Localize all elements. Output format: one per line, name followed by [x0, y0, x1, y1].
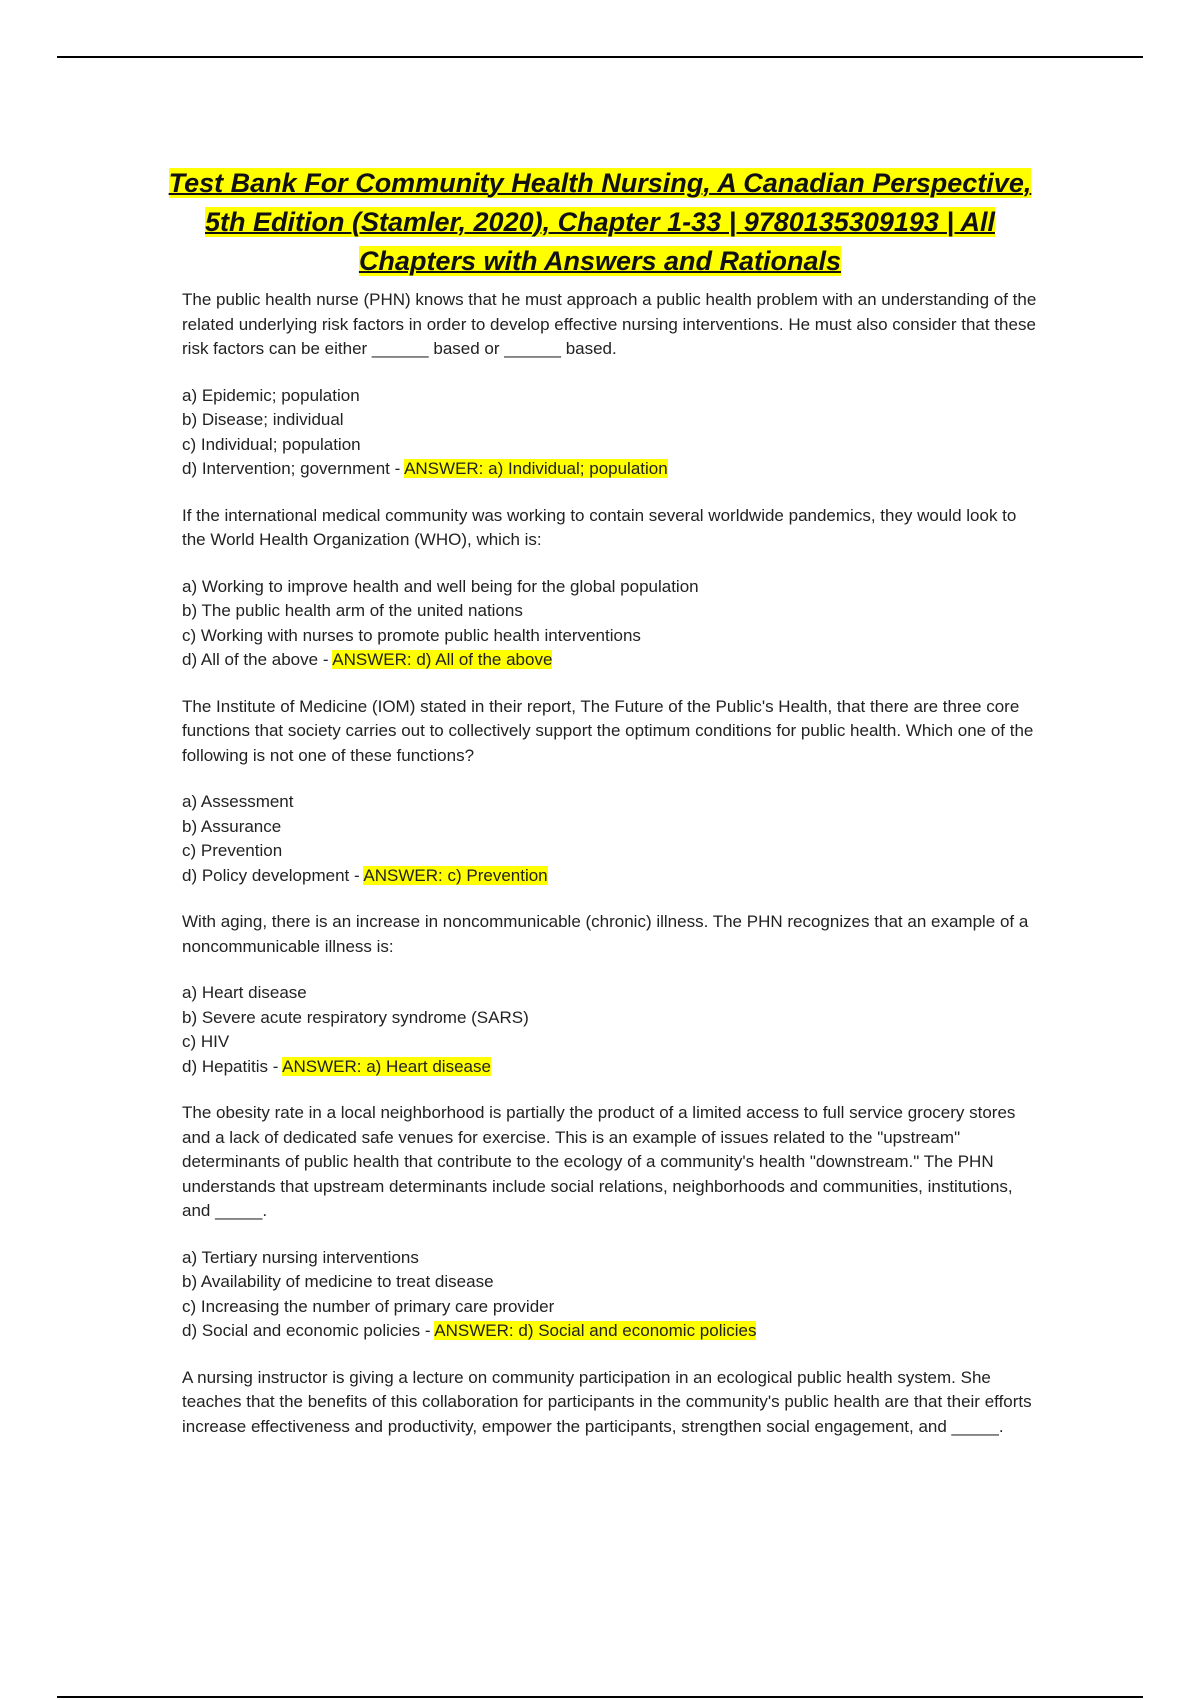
option-with-answer [182, 457, 1042, 482]
option: b) Assurance [182, 816, 282, 836]
option-with-answer [182, 864, 1042, 889]
option: a) Tertiary nursing interventions [182, 1247, 419, 1267]
option: d) All of the above - [182, 650, 333, 669]
option-list [182, 1246, 1042, 1344]
option-with-answer [182, 648, 1042, 673]
title-text: Test Bank For Community Health Nursing, A Canadian Perspective, 5th Edition (Stamler, 2020), Chapter 1-33 | 9780135309193 | All Chapters with Answers and Rationals [168, 168, 1032, 277]
document-body [182, 288, 1042, 1461]
answer-highlight: ANSWER: d) All of the above [332, 650, 553, 669]
option: b) The public health arm of the united nations [182, 601, 523, 620]
question-stem: A nursing instructor is giving a lecture on community participation in an ecological public health system. She teaches that the benefits of this collaboration for participants in the community's public health are that their efforts increase effectiveness and productivity, empower the participants, strengthen social engagement, and _____. [182, 1367, 1032, 1436]
bottom-rule [57, 1696, 1143, 1698]
answer-highlight: ANSWER: c) Prevention [363, 865, 548, 885]
option-list [182, 575, 1042, 673]
option: d) Policy development - [182, 865, 364, 885]
question-stem: The obesity rate in a local neighborhood is partially the product of a limited access to full service grocery stores and a lack of dedicated safe venues for exercise. This is an example of issues related to the "upstream" determinants of public health that contribute to the ecology of a community's health "downstream." The PHN understands that upstream determinants include social relations, neighborhoods and communities, institutions, and _____. [182, 1103, 1016, 1220]
option-list [182, 384, 1042, 482]
option: d) Intervention; government - [182, 459, 405, 478]
option: a) Assessment [182, 792, 294, 811]
question-stem: The Institute of Medicine (IOM) stated in their report, The Future of the Public's Health, that there are three core functions that society carries out to collectively support the optimum conditions for public health. Which one of the following is not one of these functions? [182, 696, 1034, 765]
answer-highlight: ANSWER: a) Heart disease [282, 1056, 491, 1076]
option: c) Working with nurses to promote public health interventions [182, 625, 641, 645]
option: d) Social and economic policies - [182, 1321, 435, 1340]
answer-highlight: ANSWER: d) Social and economic policies [434, 1321, 757, 1340]
option: b) Availability of medicine to treat disease [182, 1272, 494, 1291]
option: d) Hepatitis - [182, 1056, 283, 1076]
option: c) Individual; population [182, 434, 361, 454]
option: a) Working to improve health and well being for the global population [182, 576, 699, 596]
option: a) Heart disease [182, 983, 307, 1002]
document-title [150, 164, 1050, 281]
option: c) Prevention [182, 841, 283, 860]
option-list [182, 790, 1042, 888]
top-rule [57, 56, 1143, 58]
option: c) Increasing the number of primary care provider [182, 1296, 555, 1316]
question-stem: With aging, there is an increase in noncommunicable (chronic) illness. The PHN recognizes that an example of a noncommunicable illness is: [182, 912, 1029, 956]
answer-highlight: ANSWER: a) Individual; population [404, 459, 668, 478]
option: c) HIV [182, 1032, 230, 1051]
option: b) Severe acute respiratory syndrome (SARS) [182, 1007, 529, 1027]
option-with-answer [182, 1055, 1042, 1080]
option-with-answer [182, 1319, 1042, 1344]
option: b) Disease; individual [182, 410, 344, 429]
question-stem: If the international medical community was working to contain several worldwide pandemics, they would look to the World Health Organization (WHO), which is: [182, 505, 1017, 549]
option-list [182, 981, 1042, 1079]
question-stem: The public health nurse (PHN) knows that he must approach a public health problem with an understanding of the related underlying risk factors in order to develop effective nursing interventions. He must also consider that these risk factors can be either ______ based or ______ based. [182, 290, 1037, 358]
option: a) Epidemic; population [182, 385, 360, 405]
